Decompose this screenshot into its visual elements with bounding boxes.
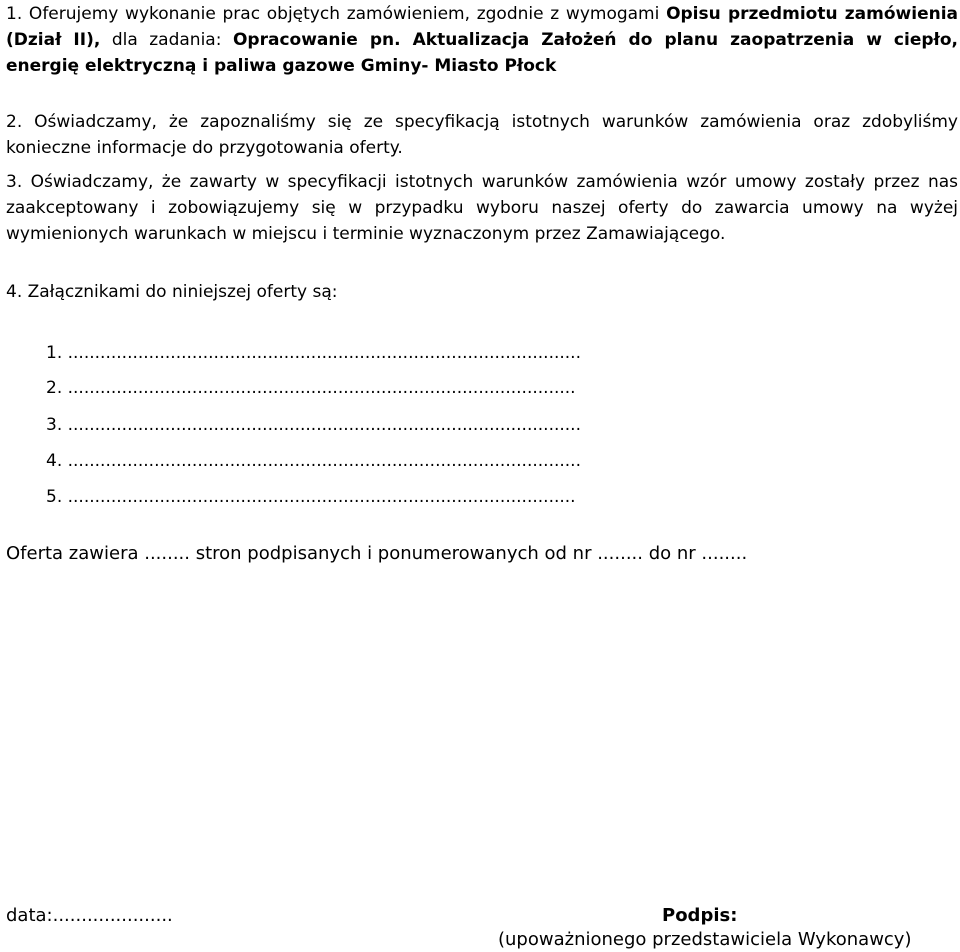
point-4-attachments-heading: 4. Załącznikami do niniejszej oferty są:	[6, 282, 338, 302]
attachment-line-1: 1. ...............................................................................................	[46, 343, 581, 363]
point-3-declaration: 3. Oświadczamy, że zawarty w specyfikacji istotnych warunków zamówienia wzór umowy zostały przez nas zaakceptowany i zobowiązujemy się w przypadku wyboru naszej oferty do zawarcia umowy na wyżej wymienionych warunkach w miejscu i terminie wyznaczonym przez Zamawiającego.	[6, 172, 958, 244]
signature-note: (upoważnionego przedstawiciela Wykonawcy)	[498, 929, 912, 950]
point-1-offer	[6, 1, 958, 79]
attachment-line-3: 3. ...............................................................................................	[46, 415, 581, 435]
attachment-line-4: 4. ...............................................................................................	[46, 451, 581, 471]
offer-pages-line: Oferta zawiera ........ stron podpisanych i ponumerowanych od nr ........ do nr ........	[6, 543, 748, 564]
signature-label: Podpis:	[662, 905, 738, 926]
attachment-line-2: 2. ..............................................................................................	[46, 378, 576, 398]
point-1-bold-description: Opisu przedmiotu zamówienia (Dział II),	[6, 4, 959, 50]
attachment-line-5: 5. ..............................................................................................	[46, 487, 576, 507]
point-1-text-a: 1. Oferujemy wykonanie prac objętych zamówieniem, zgodnie z wymogami	[6, 4, 667, 24]
point-1-text-b: dla zadania:	[100, 30, 233, 50]
point-2-declaration: 2. Oświadczamy, że zapoznaliśmy się ze specyfikacją istotnych warunków zamówienia oraz zdobyliśmy konieczne informacje do przygotowania oferty.	[6, 112, 958, 158]
point-1-bold-task: Opracowanie pn. Aktualizacja Założeń do planu zaopatrzenia w ciepło, energię elektryczną i paliwa gazowe Gminy- Miasto Płock	[6, 30, 958, 76]
date-field: data:.....................	[6, 905, 173, 926]
